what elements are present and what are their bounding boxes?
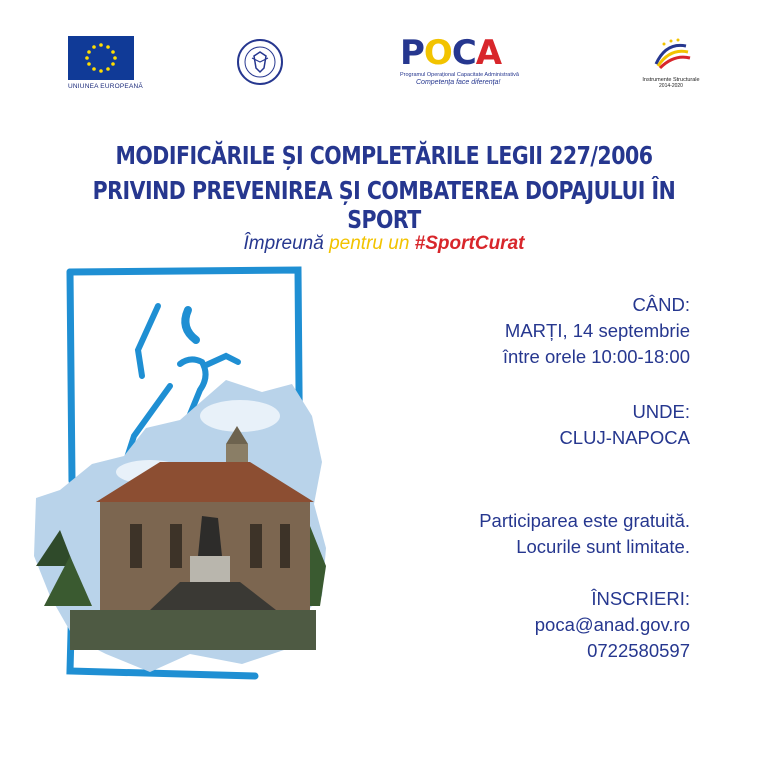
campaign-slogan	[0, 233, 768, 255]
when-label: CÂND:	[632, 294, 690, 315]
eu-caption: UNIUNEA EUROPEANĂ	[68, 83, 143, 90]
slogan-hashtag: #SportCurat	[414, 233, 525, 254]
event-city: CLUJ-NAPOCA	[559, 427, 690, 448]
event-illustration	[30, 266, 330, 696]
register-email-link[interactable]: poca@anad.gov.ro	[534, 614, 690, 635]
slogan-part1: Împreună	[243, 233, 324, 254]
poca-logo: POCA Programul Operațional Capacitate Administrativă Competența face diferența!	[400, 36, 530, 96]
event-date: MARȚI, 14 septembrie	[504, 320, 690, 341]
register-section	[535, 586, 690, 664]
when-section	[503, 292, 690, 370]
register-phone-link[interactable]: 0722580597	[587, 640, 690, 661]
page-title-line1: MODIFICĂRILE ȘI COMPLETĂRILE LEGII 227/2006	[115, 141, 653, 170]
note-limited: Locurile sunt limitate.	[516, 536, 690, 557]
structural-instruments-logo	[636, 36, 706, 92]
government-seal-logo	[236, 38, 284, 86]
event-hours: între orele 10:00-18:00	[502, 346, 690, 367]
slogan-part2: pentru un	[329, 233, 410, 254]
eu-flag-logo	[68, 36, 134, 80]
page-title-line2: PRIVIND PREVENIREA ȘI COMBATEREA DOPAJULUI ÎN SPORT	[92, 176, 676, 234]
participation-notes	[479, 508, 690, 560]
note-free: Participarea este gratuită.	[479, 510, 690, 531]
register-label: ÎNSCRIERI:	[591, 588, 690, 609]
where-label: UNDE:	[632, 401, 690, 422]
poca-subtitle: Programul Operațional Capacitate Administrativă	[400, 72, 519, 78]
is-line2: 2014-2020	[659, 83, 683, 89]
where-section	[559, 399, 690, 451]
is-line1: Instrumente Structurale	[642, 77, 700, 83]
poca-motto: Competența face diferența!	[416, 79, 501, 86]
